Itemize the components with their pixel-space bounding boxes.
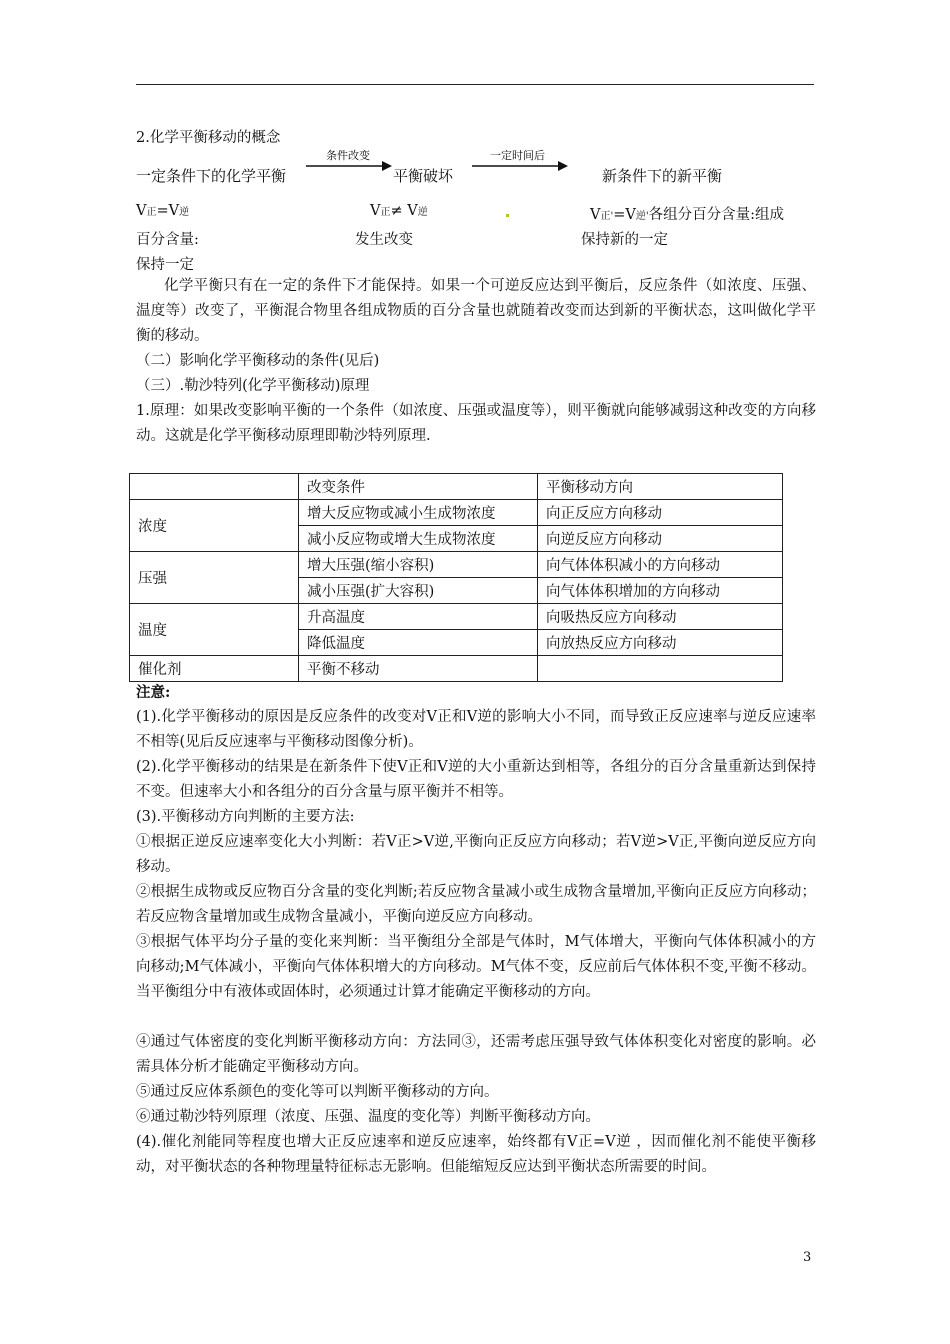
percent-keep: 保持一定 [136, 257, 194, 273]
v-sub: 正 [380, 207, 391, 218]
note-method-5: ⑤通过反应体系颜色的变化等可以判断平衡移动的方向。 [136, 1084, 499, 1100]
direction-cell: 向气体体积增加的方向移动 [538, 578, 783, 604]
percent-label: 百分含量: [136, 232, 199, 248]
percent-change: 发生改变 [355, 232, 413, 248]
v-neq: ≠ V [390, 203, 418, 219]
arrow-1-icon [306, 160, 392, 172]
direction-cell: 向吸热反应方向移动 [538, 604, 783, 630]
percent-new: 保持新的一定 [581, 232, 668, 248]
stray-dot [506, 214, 509, 217]
factor-cell: 催化剂 [130, 656, 299, 682]
arrow-2-icon [472, 160, 568, 172]
velocity-equal [136, 203, 189, 219]
table-row [130, 656, 783, 682]
direction-cell [538, 656, 783, 682]
table-header-row [130, 474, 783, 500]
table-header-cell: 改变条件 [299, 474, 538, 500]
note-3: (3).平衡移动方向判断的主要方法: [136, 809, 355, 825]
flow-state-3: 新条件下的新平衡 [602, 167, 723, 185]
v-eq: =V [613, 207, 636, 223]
v-sub: 正' [600, 211, 614, 222]
table-row [130, 552, 783, 578]
factor-cell: 压强 [130, 552, 299, 604]
notes-title: 注意: [136, 684, 171, 701]
factor-cell: 浓度 [130, 500, 299, 552]
definition-paragraph: 化学平衡只有在一定的条件下才能保持。如果一个可逆反应达到平衡后，反应条件（如浓度、压强、温度等）改变了，平衡混合物里各组成物质的百分含量也就随着改变而达到新的平衡状态，这叫做化学平衡的移动。 [136, 278, 816, 344]
flow-state-2: 平衡破坏 [393, 167, 454, 185]
condition-cell: 增大压强(缩小容积) [299, 552, 538, 578]
section-title: 2.化学平衡移动的概念 [136, 130, 281, 146]
note-method-1: ①根据正逆反应速率变化大小判断：若V正>V逆,平衡向正反应方向移动；若V逆>V正,平衡向逆反应方向移动。 [136, 834, 816, 875]
v-symbol: V [590, 207, 601, 223]
direction-cell: 向正反应方向移动 [538, 500, 783, 526]
heading-principle: （三）.勒沙特列(化学平衡移动)原理 [136, 378, 370, 394]
v-eq: =V [156, 203, 180, 219]
velocity-new-equal [590, 203, 784, 224]
heading-conditions: （二）影响化学平衡移动的条件(见后) [136, 353, 380, 369]
condition-cell: 升高温度 [299, 604, 538, 630]
header-rule [136, 84, 814, 85]
factor-cell: 温度 [130, 604, 299, 656]
note-method-6: ⑥通过勒沙特列原理（浓度、压强、温度的变化等）判断平衡移动方向。 [136, 1109, 600, 1125]
direction-cell: 向气体体积减小的方向移动 [538, 552, 783, 578]
v-sub2: 逆' [635, 211, 649, 222]
note-1: (1).化学平衡移动的原因是反应条件的改变对V正和V逆的影响大小不同，而导致正反应速率与逆反应速率不相等(见后反应速率与平衡移动图像分析)。 [136, 709, 816, 750]
table-header-cell [130, 474, 299, 500]
condition-cell: 减小反应物或增大生成物浓度 [299, 526, 538, 552]
table-header-cell: 平衡移动方向 [538, 474, 783, 500]
principle-paragraph: 1.原理：如果改变影响平衡的一个条件（如浓度、压强或温度等），则平衡就向能够减弱这种改变的方向移动。这就是化学平衡移动原理即勒沙特列原理. [136, 403, 816, 444]
condition-cell: 减小压强(扩大容积) [299, 578, 538, 604]
arrow-label-1: 条件改变 [326, 149, 370, 162]
table-row [130, 604, 783, 630]
note-method-2: ②根据生成物或反应物百分含量的变化判断;若反应物含量减小或生成物含量增加,平衡向正反应方向移动；若反应物含量增加或生成物含量减小，平衡向逆反应方向移动。 [136, 884, 816, 925]
v-symbol: V [370, 203, 381, 219]
v-sub2: 逆 [179, 207, 190, 218]
note-method-3: ③根据气体平均分子量的变化来判断：当平衡组分全部是气体时，M气体增大，平衡向气体体积减小的方向移动;M气体减小，平衡向气体体积增大的方向移动。M气体不变，反应前后气体体积不变,平衡不移动。 当平衡组分中有液体或固体时，必须通过计算才能确定平衡移动的方向。 [136, 934, 816, 1000]
condition-cell: 增大反应物或减小生成物浓度 [299, 500, 538, 526]
v-text: 各组分百分含量:组成 [648, 207, 784, 223]
v-symbol: V [136, 203, 147, 219]
flow-state-1: 一定条件下的化学平衡 [136, 167, 287, 185]
velocity-not-equal [370, 203, 428, 219]
note-2: (2).化学平衡移动的结果是在新条件下使V正和V逆的大小重新达到相等，各组分的百分含量重新达到保持不变。但速率大小和各组分的百分含量与原平衡并不相等。 [136, 759, 816, 800]
note-4: (4).催化剂能同等程度也增大正反应速率和逆反应速率，始终都有V正=V逆 ，因而催化剂不能使平衡移动，对平衡状态的各种物理量特征标志无影响。但能缩短反应达到平衡状态所需要的时间。 [136, 1134, 816, 1175]
v-sub2: 逆 [417, 207, 428, 218]
page-number: 3 [803, 1250, 812, 1265]
direction-cell: 向逆反应方向移动 [538, 526, 783, 552]
conditions-table [129, 473, 783, 682]
direction-cell: 向放热反应方向移动 [538, 630, 783, 656]
note-method-4: ④通过气体密度的变化判断平衡移动方向：方法同③，还需考虑压强导致气体体积变化对密度的影响。必需具体分析才能确定平衡移动方向。 [136, 1034, 816, 1075]
condition-cell: 平衡不移动 [299, 656, 538, 682]
table-row [130, 500, 783, 526]
condition-cell: 降低温度 [299, 630, 538, 656]
arrow-label-2: 一定时间后 [490, 149, 545, 162]
v-sub: 正 [146, 207, 157, 218]
